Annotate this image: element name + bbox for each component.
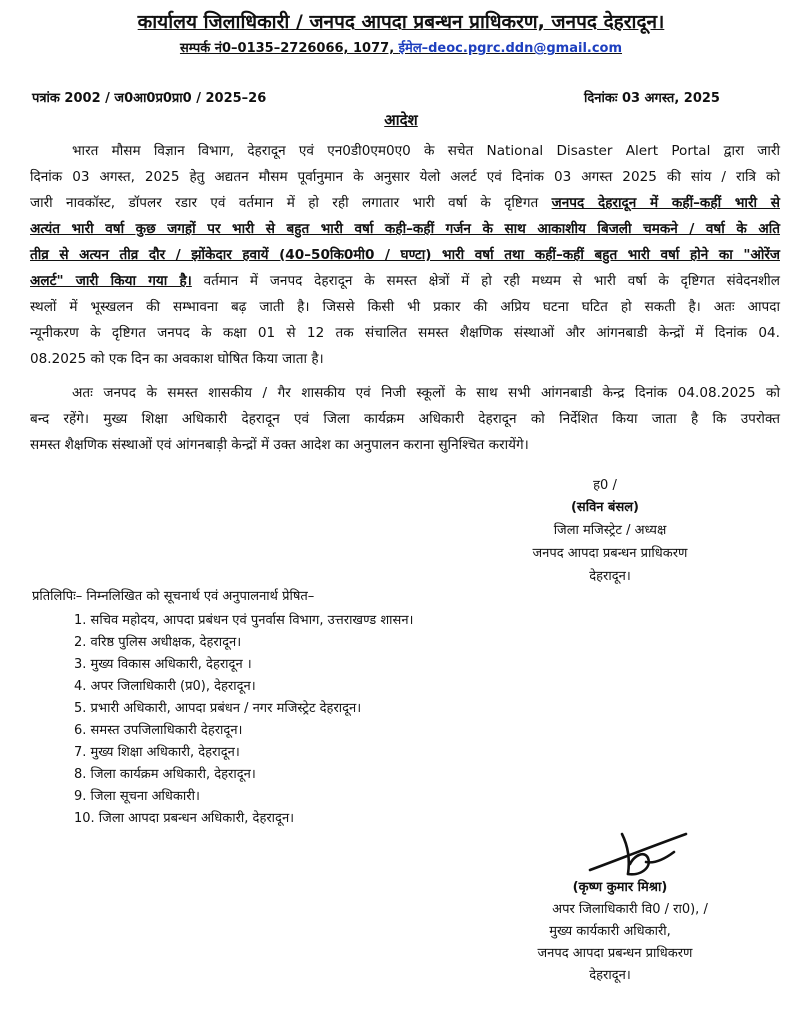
signatory1-designation: जनपद आपदा प्रबन्धन प्राधिकरण [532,546,688,561]
handwritten-signature [582,826,694,882]
reference-number: पत्रांक 2002 / ज0आ0प्र0प्रा0 / 2025–26 [32,91,267,106]
copy-to-item: 5. प्रभारी अधिकारी, आपदा प्रबंधन / नगर मजिस्ट्रेट देहरादून। [74,701,362,716]
signatory2-designation: अपर जिलाधिकारी वि0 / रा0), / [552,902,708,917]
copy-to-item: 1. सचिव महोदय, आपदा प्रबंधन एवं पुनर्वास विभाग, उत्तराखण्ड शासन। [74,613,414,628]
signatory1-name: (सविन बंसल) [570,500,640,515]
signatory2-name: (कृष्ण कुमार मिश्रा) [572,880,668,895]
paragraph1-text: जारी नावकॉस्ट, डॉपलर रडार एवं वर्तमान में हो रही लगातार भारी वर्षा के दृष्टिगत [30,195,552,211]
office-title: कार्यालय जिलाधिकारी / जनपद आपदा प्रबन्धन प्राधिकरण, जनपद देहरादून। [137,11,665,33]
paragraph1-text: वर्तमान में जनपद देहरादून के समस्त क्षेत्रों में हो रही मध्यम से भारी वर्षा के दृष्टिगत संवेदनशील [191,273,781,289]
signatory1-initial: ह0 / [593,478,617,493]
copy-to-item: 9. जिला सूचना अधिकारी। [74,789,200,804]
copy-to-item: 3. मुख्य विकास अधिकारी, देहरादून । [74,657,252,672]
order-heading: आदेश [384,111,418,129]
paragraph1-line: दिनांक 03 अगस्त, 2025 हेतु अद्यतन मौसम पूर्वानुमान के अनुसार येलो अलर्ट एवं दिनांक 03 अगस्त 2025 की सांय / रात्रि को [30,169,780,185]
paragraph2-line: बन्द रहेंगे। मुख्य शिक्षा अधिकारी देहरादून एवं जिला कार्यक्रम अधिकारी देहरादून को निर्देशित किया जाता है कि उपरोक्त [30,411,780,427]
order-date: दिनांकः 03 अगस्त, 2025 [584,91,720,106]
copy-to-intro: प्रतिलिपिः– निम्नलिखित को सूचनार्थ एवं अनुपालनार्थ प्रेषित– [32,589,315,604]
alert-highlight: जनपद देहरादून में कहीं–कहीं भारी से [551,195,780,211]
alert-highlight: अलर्ट" जारी किया गया है। [30,273,192,289]
paragraph1-line: न्यूनीकरण के दृष्टिगत जनपद के कक्षा 01 से 12 तक संचालित समस्त शैक्षणिक संस्थाओं और आंगनबाडी केन्द्रों में दिनांक 04. [30,325,780,341]
paragraph1-line: भारत मौसम विज्ञान विभाग, देहरादून एवं एन0डी0एम0ए0 के सचेत National Disaster Alert Portal द्वारा जारी [72,143,780,159]
alert-highlight: अत्यंत भारी वर्षा कुछ जगहों पर भारी से बहुत भारी वर्षा कही–कहीं गर्जन के साथ आकाशीय बिजली चमकने / वर्षा के अति [30,221,780,237]
signatory2-designation: मुख्य कार्यकारी अधिकारी, [549,924,671,939]
signatory2-place: देहरादून। [589,968,631,983]
paragraph2-line: अतः जनपद के समस्त शासकीय / गैर शासकीय एवं निजी स्कूलों के साथ सभी आंगनबाडी केन्द्र दिनांक 04.08.2025 को [72,385,780,401]
paragraph2-line: समस्त शैक्षणिक संस्थाओं एवं आंगनबाड़ी केन्द्रों में उक्त आदेश का अनुपालन कराना सुनिश्चित करायेंगे। [30,437,529,453]
copy-to-item: 10. जिला आपदा प्रबन्धन अधिकारी, देहरादून। [74,811,295,826]
copy-to-item: 6. समस्त उपजिलाधिकारी देहरादून। [74,723,243,738]
paragraph1-line: 08.2025 को एक दिन का अवकाश घोषित किया जाता है। [30,351,324,367]
copy-to-item: 2. वरिष्ठ पुलिस अधीक्षक, देहरादून। [74,635,242,650]
contact-line [0,38,802,56]
signatory2-designation: जनपद आपदा प्रबन्धन प्राधिकरण [537,946,693,961]
signatory1-place: देहरादून। [589,569,631,584]
alert-highlight: तीव्र से अत्यन तीव्र दौर / झोंकेदार हवायें (40–50कि0मी0 / घण्टा) भारी वर्षा तथा कहीं–कहीं बहुत भारी वर्षा होने का "ओरेंज [30,247,780,263]
contact-email-link[interactable]: ईमेल–deoc.pgrc.ddn@gmail.com [398,41,623,56]
copy-to-item: 8. जिला कार्यक्रम अधिकारी, देहरादून। [74,767,256,782]
paragraph1-line: स्थलों में भूस्खलन की सम्भावना बढ़ जाती है। जिससे किसी भी प्रकार की अप्रिय घटना घटित हो सकती है। अतः आपदा [30,299,780,315]
contact-phone: सम्पर्क नं0–0135–2726066, 1077, [179,41,399,56]
signatory1-designation: जिला मजिस्ट्रेट / अध्यक्ष [553,523,667,538]
paragraph1-line [30,192,780,211]
copy-to-item: 7. मुख्य शिक्षा अधिकारी, देहरादून। [74,745,240,760]
paragraph1-line [30,270,780,289]
copy-to-item: 4. अपर जिलाधिकारी (प्र0), देहरादून। [74,679,256,694]
